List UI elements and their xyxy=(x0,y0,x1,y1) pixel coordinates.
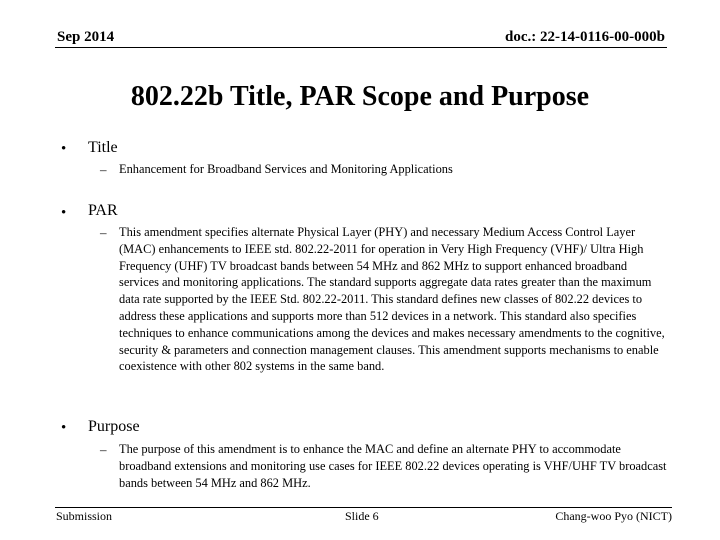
dash-icon: – xyxy=(100,225,107,240)
bullet-icon: • xyxy=(61,141,67,157)
slide-title: 802.22b Title, PAR Scope and Purpose xyxy=(130,81,590,112)
section-label-purpose: Purpose xyxy=(88,418,140,435)
dash-icon: – xyxy=(100,442,107,457)
footer-slide-number: Slide 6 xyxy=(345,509,379,523)
footer-submission: Submission xyxy=(56,509,113,523)
header-date: Sep 2014 xyxy=(57,29,115,45)
header-divider xyxy=(55,47,667,48)
bullet-icon: • xyxy=(61,205,67,221)
section-text-purpose: The purpose of this amendment is to enhance the MAC and define an alternate PHY to accommodate broadband extensions and monitoring use cases for IEEE 802.22 devices operating is VHF/UHF TV broadcast bands between 54 MHz and 862 MHz. xyxy=(119,442,667,490)
footer-divider xyxy=(55,507,672,508)
header-doc-id: doc.: 22-14-0116-00-000b xyxy=(505,29,665,45)
bullet-icon: • xyxy=(61,420,67,436)
dash-icon: – xyxy=(100,162,107,177)
section-label-par: PAR xyxy=(88,202,118,219)
section-label-title: Title xyxy=(88,139,118,156)
section-text-title: Enhancement for Broadband Services and Monitoring Applications xyxy=(119,162,453,176)
section-text-par: This amendment specifies alternate Physical Layer (PHY) and necessary Medium Access Control Layer (MAC) enhancements to IEEE std. 802.22-2011 for operation in Very High Frequency (VHF)/ Ultra High Frequency (UHF) TV broadcast bands between 54 MHz and 862 MHz to support enhanced broadband services and monitoring applications. The standard supports aggregate data rates greater than the maximum data rate supported by the IEEE Std. 802.22-2011. This standard defines new classes of 802.22 devices to address these applications and supports more than 512 devices in a network. This standard also specifies techniques to enhance communications among the devices and makes necessary amendments to the cognitive, security & parameters and connection management clauses. This amendment supports mechanisms to enable coexistence with other 802 systems in the same band. xyxy=(119,225,665,374)
footer-author: Chang-woo Pyo (NICT) xyxy=(555,509,672,523)
